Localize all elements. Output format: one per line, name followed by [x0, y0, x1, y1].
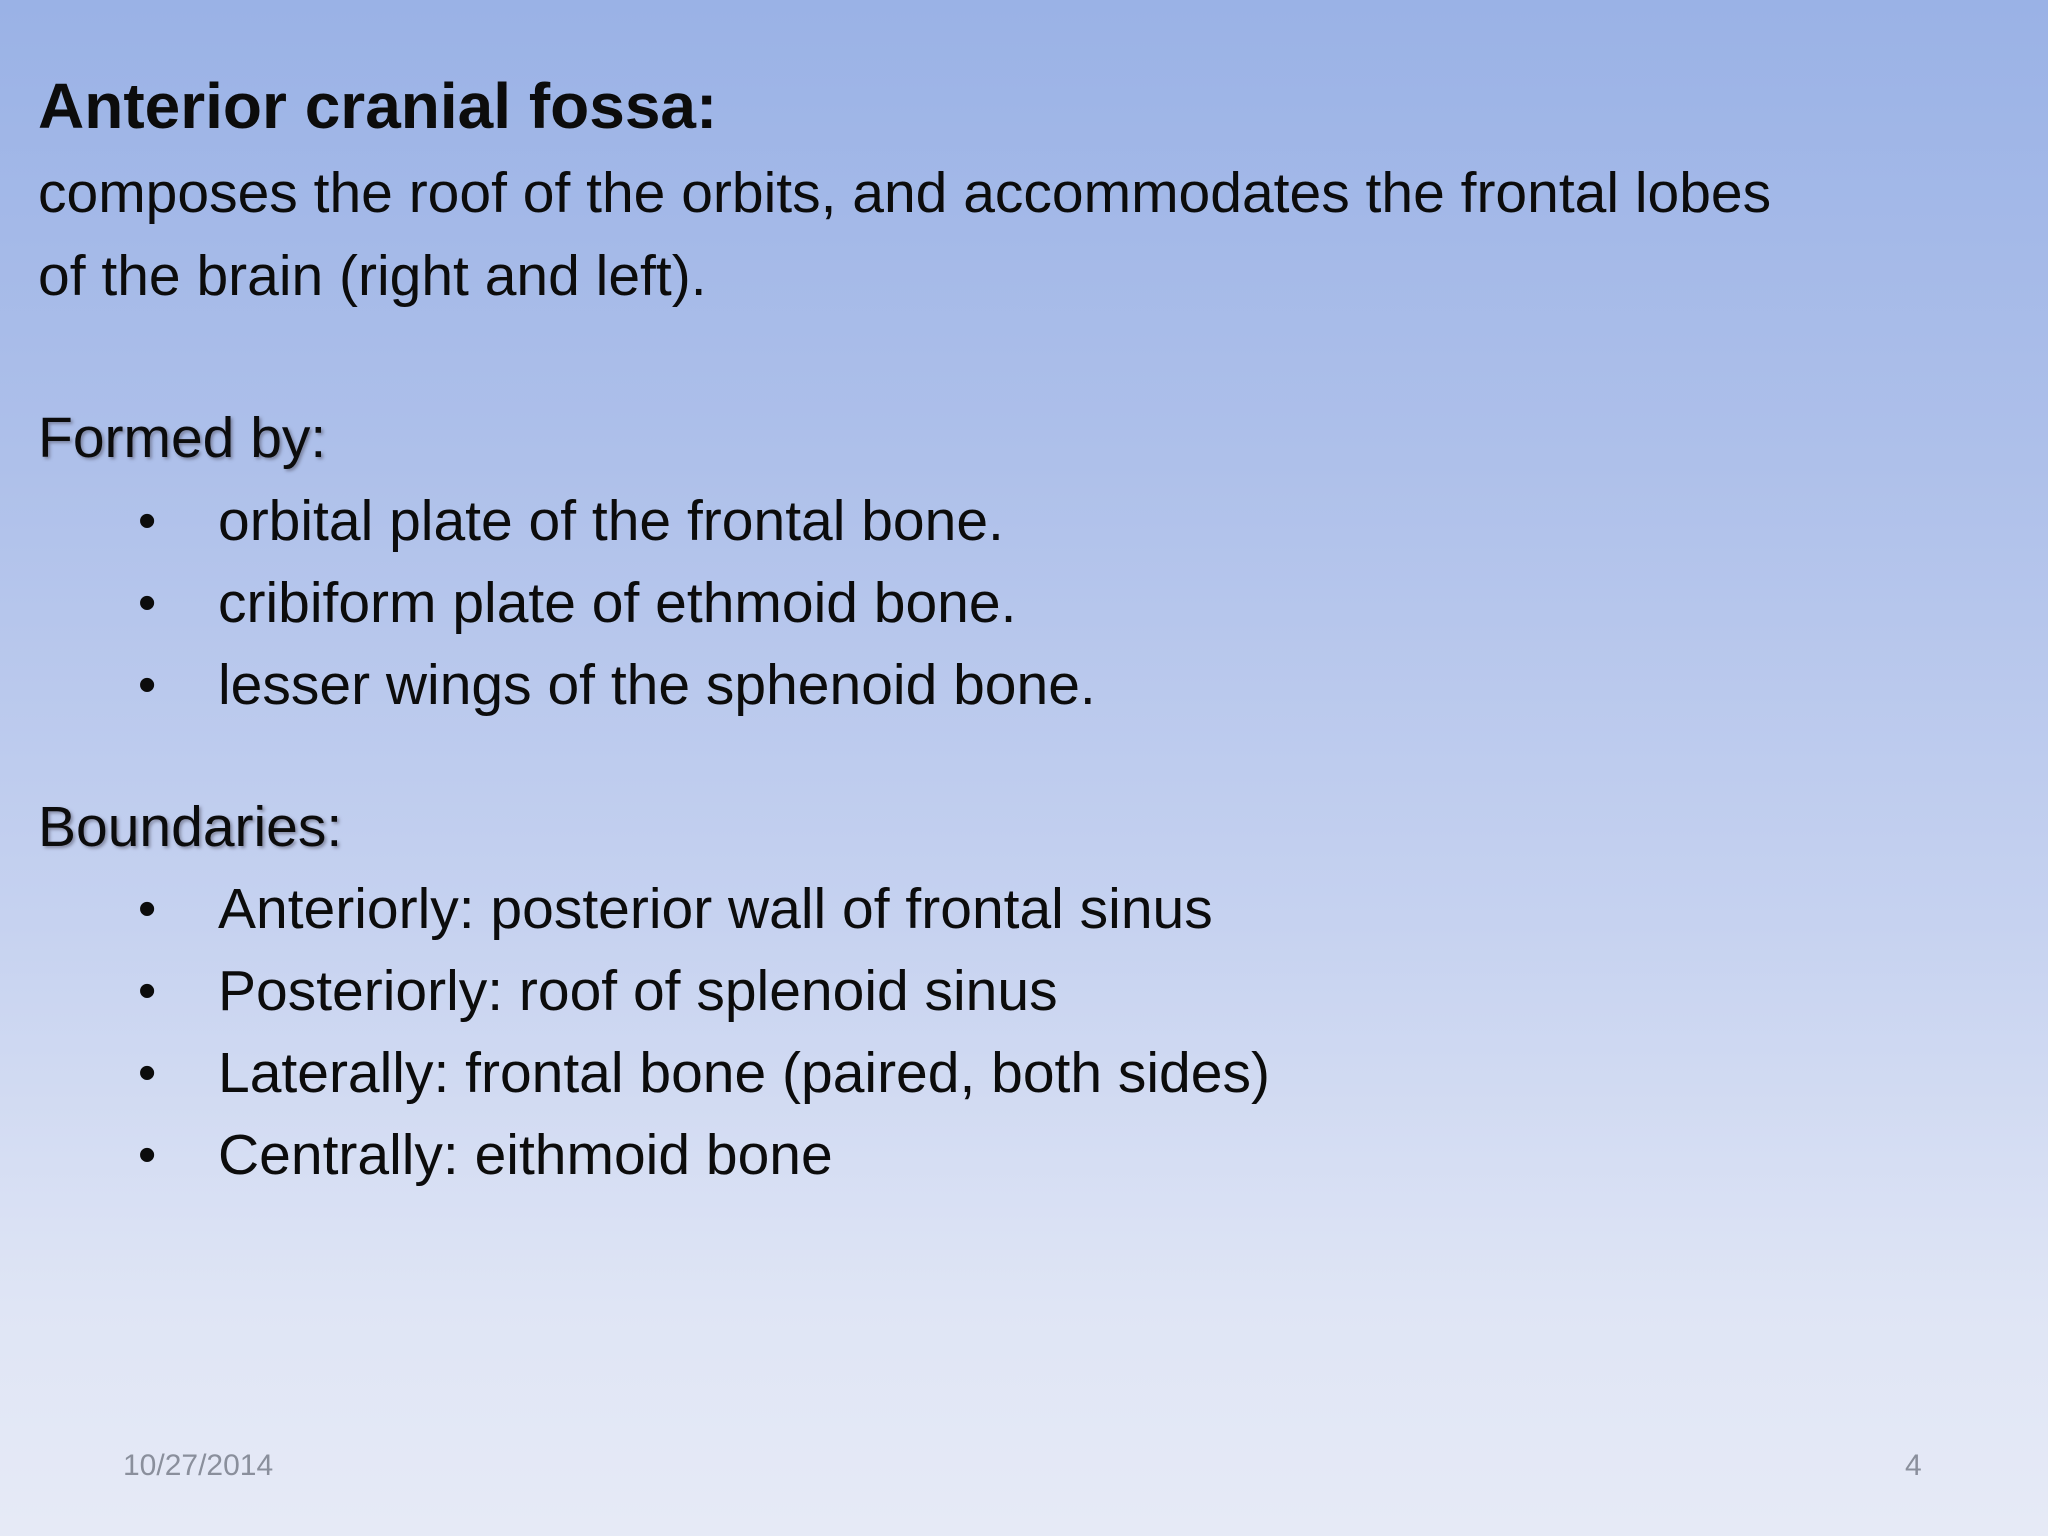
bullet-icon: • [138, 492, 157, 550]
list-item-text: Centrally: eithmoid bone [218, 1123, 833, 1187]
list-item-text: Laterally: frontal bone (paired, both sides) [218, 1041, 1270, 1105]
intro-line: of the brain (right and left). [38, 244, 707, 308]
bullet-icon: • [138, 656, 157, 714]
footer-date: 10/27/2014 [123, 1449, 274, 1482]
boundaries-heading: Boundaries: [38, 795, 343, 859]
intro-paragraph [38, 152, 2018, 318]
bullet-icon: • [138, 1126, 157, 1184]
bullet-icon: • [138, 1044, 157, 1102]
bullet-icon: • [138, 962, 157, 1020]
intro-line: composes the roof of the orbits, and accommodates the frontal lobes [38, 161, 1772, 225]
formed-by-heading: Formed by: [38, 406, 327, 470]
list-item-text: orbital plate of the frontal bone. [218, 489, 1004, 553]
list-item-text: Anteriorly: posterior wall of frontal sinus [218, 877, 1213, 941]
list-item-text: Posteriorly: roof of splenoid sinus [218, 959, 1058, 1023]
list-item-text: cribiform plate of ethmoid bone. [218, 571, 1017, 635]
footer-page-number: 4 [1905, 1449, 1922, 1482]
slide-title: Anterior cranial fossa: [38, 70, 718, 142]
bullet-icon: • [138, 880, 157, 938]
bullet-icon: • [138, 574, 157, 632]
list-item-text: lesser wings of the sphenoid bone. [218, 653, 1096, 717]
